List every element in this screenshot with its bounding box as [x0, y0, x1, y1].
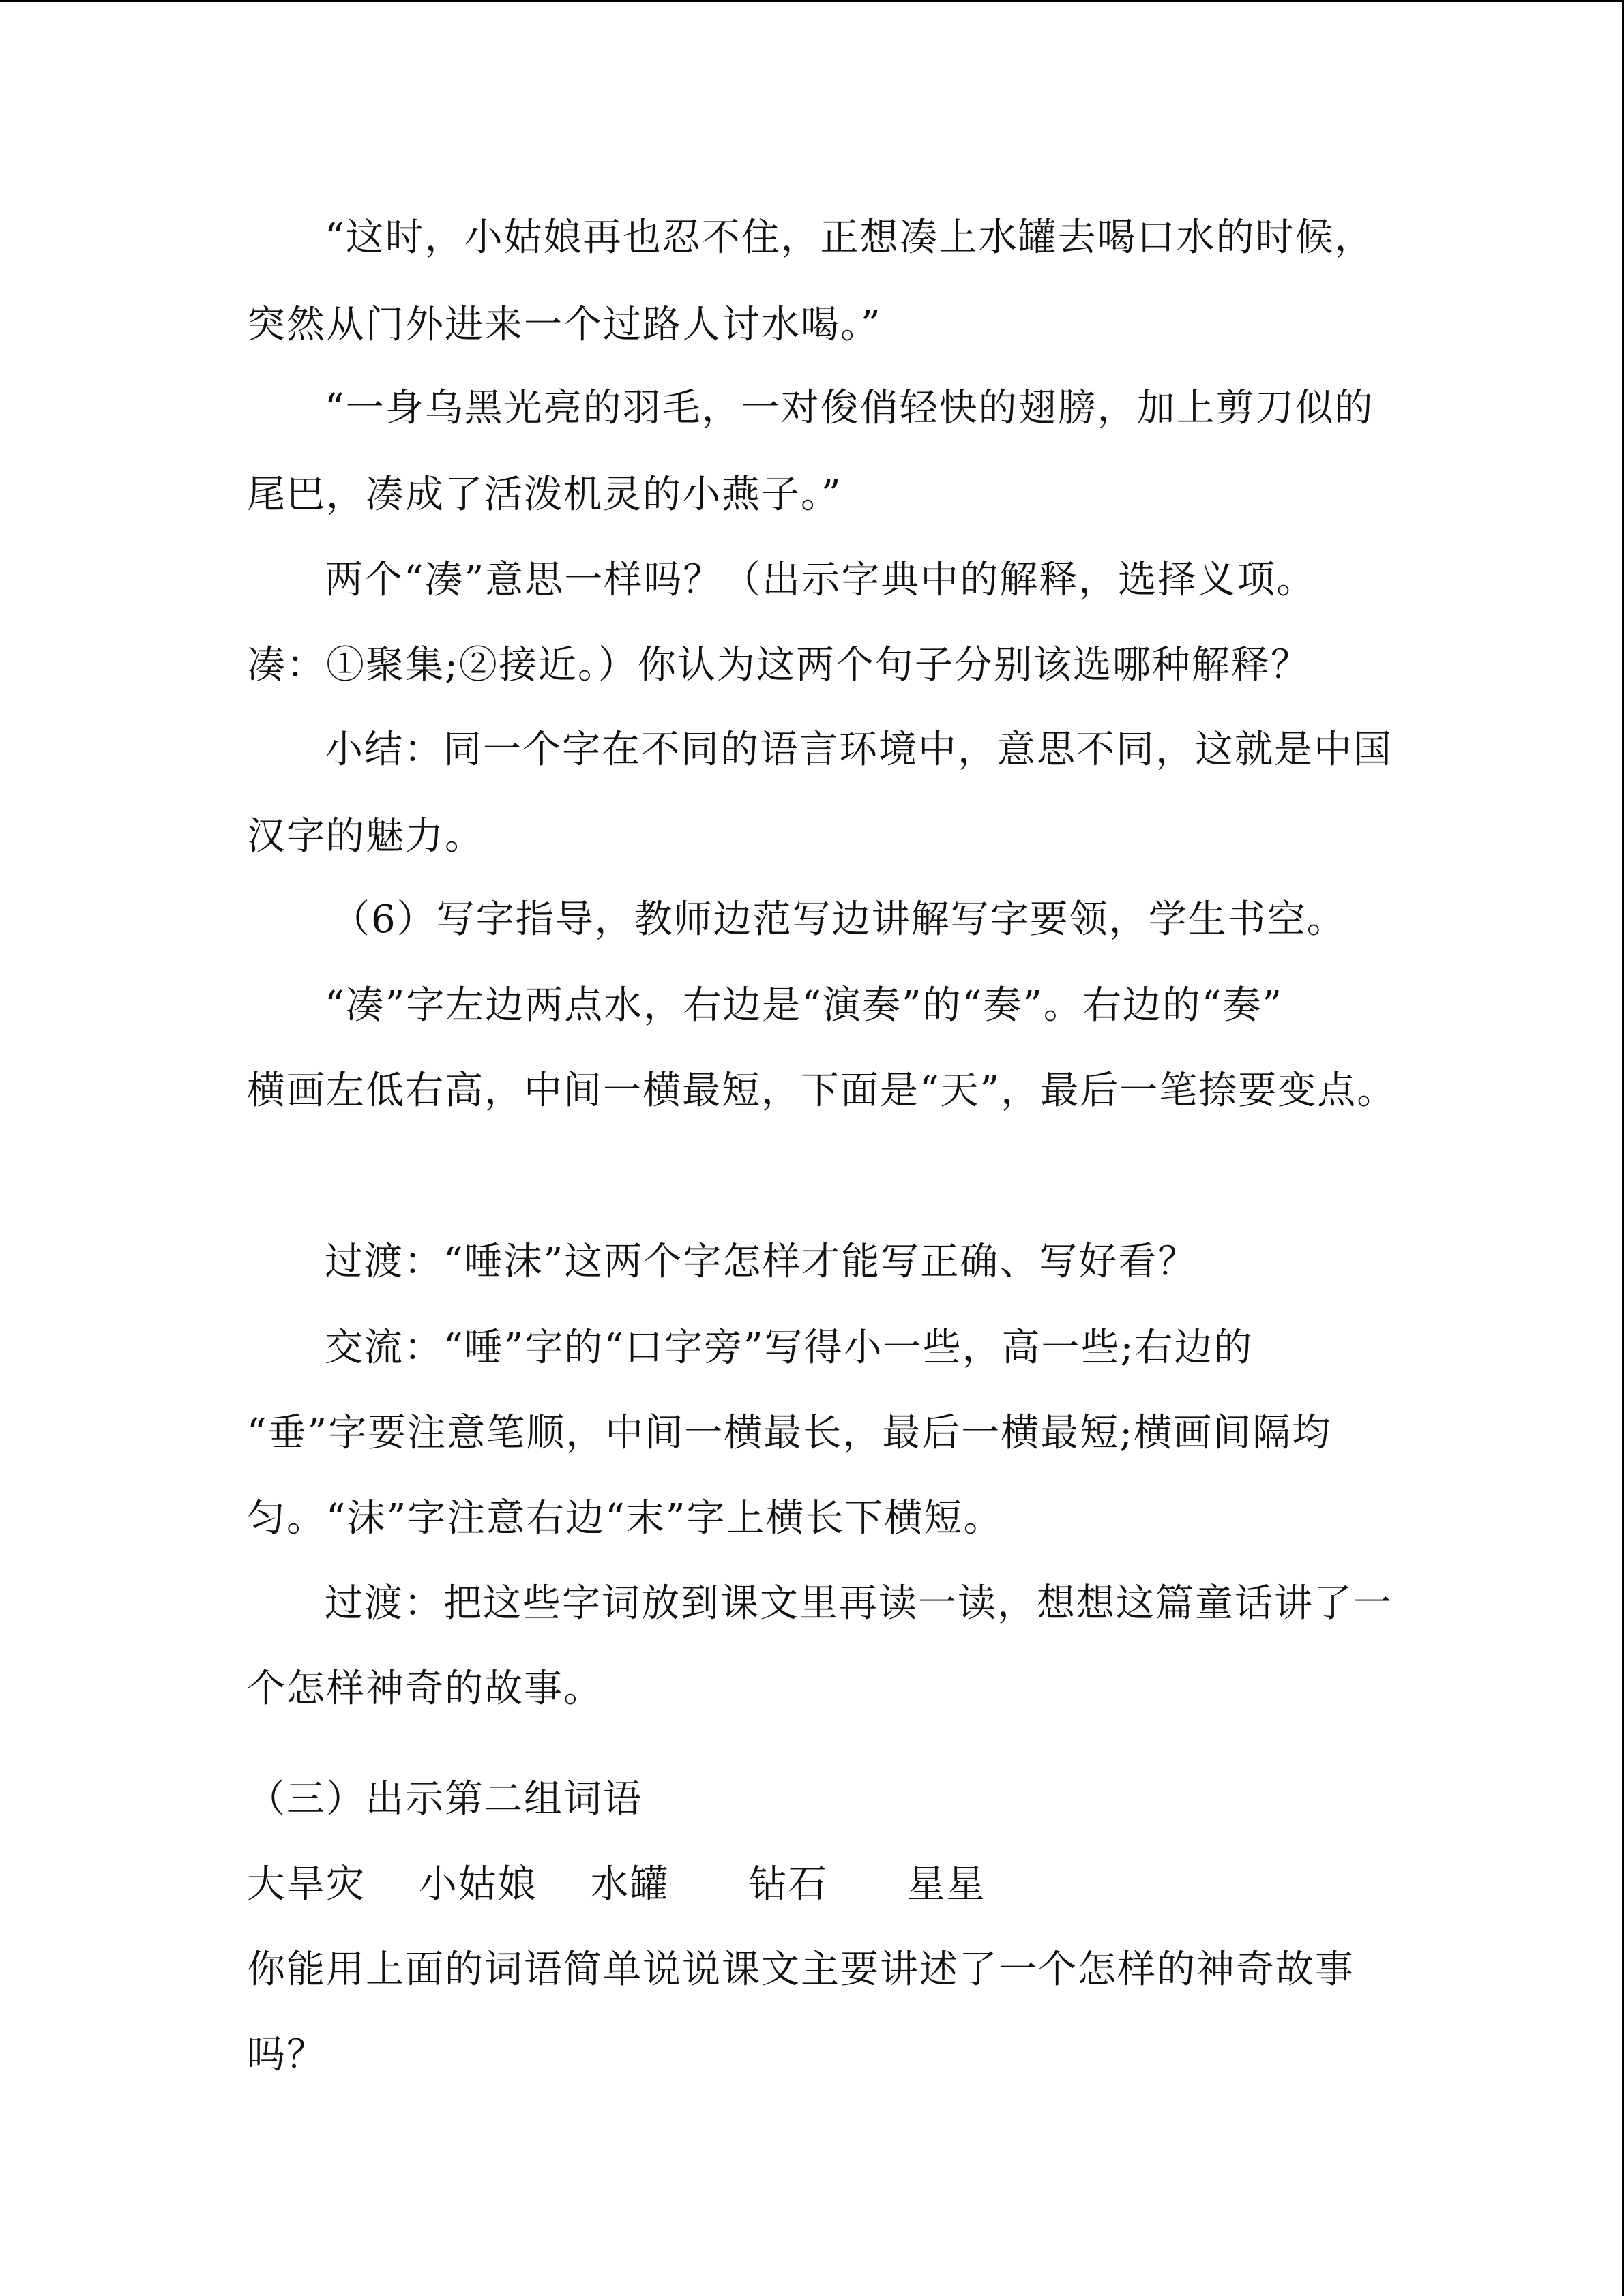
paragraph-line: “这时，小姑娘再也忍不住，正想凑上水罐去喝口水的时候，: [325, 215, 1374, 260]
paragraph-line: 小结：同一个字在不同的语言环境中，意思不同，这就是中国: [325, 728, 1393, 772]
page-border-top: [0, 0, 1624, 2]
paragraph-line: 交流：“唾”字的“口字旁”写得小一些，高一些;右边的: [325, 1326, 1254, 1370]
paragraph-line: 汉字的魅力。: [247, 814, 484, 859]
paragraph-line: “垂”字要注意笔顺，中间一横最长，最后一横最短;横画间隔均: [247, 1411, 1332, 1455]
paragraph-line: “一身乌黑光亮的羽毛，一对俊俏轻快的翅膀，加上剪刀似的: [325, 386, 1374, 430]
section-heading: （三）出示第二组词语: [247, 1777, 643, 1821]
paragraph-line: 过渡：“唾沫”这两个字怎样才能写正确、写好看？: [325, 1240, 1198, 1284]
paragraph-line: 突然从门外进来一个过路人讨水喝。”: [247, 303, 882, 347]
paragraph-line: 吗？: [247, 2033, 326, 2077]
paragraph-line: 你能用上面的词语简单说说课文主要讲述了一个怎样的神奇故事: [247, 1948, 1355, 1992]
word-list: 大旱灾 小姑娘 水罐 钻石 星星: [247, 1862, 986, 1907]
paragraph-line: 过渡：把这些字词放到课文里再读一读，想想这篇童话讲了一: [325, 1581, 1393, 1626]
paragraph-line: 两个“凑”意思一样吗？（出示字典中的解释，选择义项。: [325, 558, 1316, 602]
paragraph-line: 尾巴，凑成了活泼机灵的小燕子。”: [247, 473, 842, 517]
paragraph-line: 个怎样神奇的故事。: [247, 1667, 603, 1711]
paragraph-line: 匀。“沫”字注意右边“末”字上横长下横短。: [247, 1496, 1003, 1540]
paragraph-line: 横画左低右高，中间一横最短，下面是“天”，最后一笔捺要变点。: [247, 1069, 1397, 1113]
paragraph-line: （6）写字指导，教师边范写边讲解写字要领，学生书空。: [331, 897, 1346, 942]
paragraph-line: “凑”字左边两点水，右边是“演奏”的“奏”。右边的“奏”: [325, 983, 1284, 1028]
paragraph-line: 凑：①聚集;②接近。）你认为这两个句子分别该选哪种解释？: [247, 643, 1310, 687]
